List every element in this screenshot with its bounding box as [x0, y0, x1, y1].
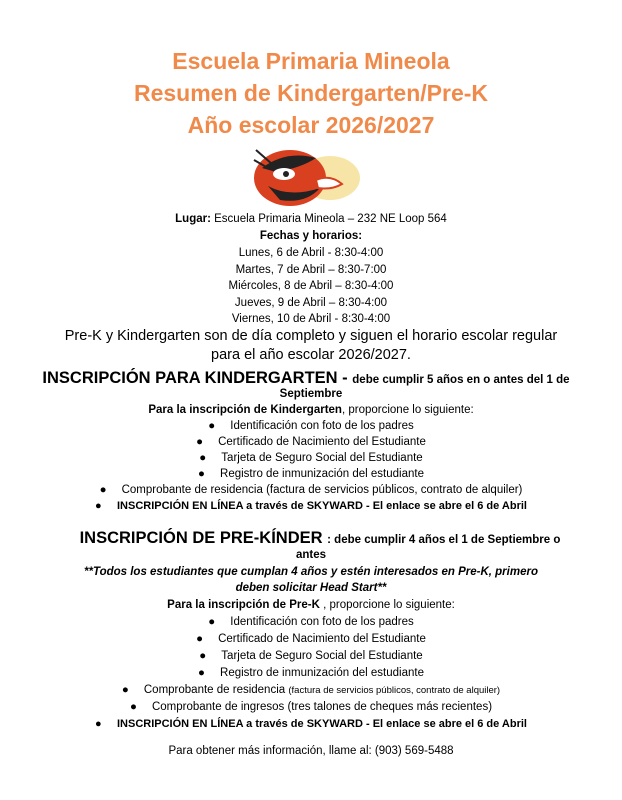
kinder-requirement-cont: Septiembre: [279, 388, 343, 400]
school-year: Año escolar 2026/2027: [187, 112, 435, 138]
prek-provide: Para la inscripción de Pre-K , proporcione lo siguiente:: [167, 599, 455, 611]
prek-residence: ● Comprobante de residencia (factura de servicios públicos, contrato de alquiler): [121, 684, 501, 696]
prek-item: ● Identificación con foto de los padres: [208, 616, 414, 628]
prek-item: ● Registro de inmunización del estudiante: [198, 667, 424, 679]
kinder-item: ● Identificación con foto de los padres: [208, 420, 414, 432]
schedule-day: Lunes, 6 de Abril - 8:30-4:00: [238, 247, 384, 259]
prek-income: ● Comprobante de ingresos (tres talones de cheques más recientes): [129, 701, 493, 713]
schedule-day: Jueves, 9 de Abril – 8:30-4:00: [234, 297, 388, 309]
kinder-heading: INSCRIPCIÓN PARA KINDERGARTEN - debe cumplir 5 años en o antes del 1 de: [42, 369, 570, 387]
schedule-day: Martes, 7 de Abril – 8:30-7:00: [235, 264, 387, 276]
schedule-day: Viernes, 10 de Abril - 8:30-4:00: [231, 313, 391, 325]
intro-line-2: para el año escolar 2026/2027.: [211, 347, 411, 363]
prek-requirement-cont: antes: [295, 549, 327, 561]
schedule-heading: Fechas y horarios:: [259, 230, 363, 242]
hornet-mascot-logo: [246, 138, 368, 216]
kinder-residence: ● Comprobante de residencia (factura de servicios públicos, contrato de alquiler): [99, 484, 523, 496]
prek-heading: INSCRIPCIÓN DE PRE-KÍNDER : debe cumplir 4 años el 1 de Septiembre o: [79, 529, 561, 547]
footer-contact: Para obtener más información, llame al: (903) 569-5488: [168, 745, 454, 757]
schedule-day: Miércoles, 8 de Abril – 8:30-4:00: [228, 280, 394, 292]
kinder-item: ● Tarjeta de Seguro Social del Estudiante: [199, 452, 423, 464]
kinder-online: ● INSCRIPCIÓN EN LÍNEA a través de SKYWARD - El enlace se abre el 6 de Abril: [95, 500, 527, 512]
location-line: Lugar: Escuela Primaria Mineola – 232 NE Loop 564: [175, 213, 447, 225]
prek-item: ● Tarjeta de Seguro Social del Estudiante: [199, 650, 423, 662]
prek-note: **Todos los estudiantes que cumplan 4 años y estén interesados en Pre-K, primero: [84, 566, 538, 578]
page-subtitle: Resumen de Kindergarten/Pre-K: [133, 80, 489, 106]
intro-line-1: Pre-K y Kindergarten son de día completo y siguen el horario escolar regular: [64, 328, 558, 344]
kinder-item: ● Certificado de Nacimiento del Estudiante: [196, 436, 426, 448]
prek-note: deben solicitar Head Start**: [235, 582, 387, 594]
school-title: Escuela Primaria Mineola: [172, 48, 450, 74]
kinder-item: ● Registro de inmunización del estudiante: [198, 468, 424, 480]
prek-item: ● Certificado de Nacimiento del Estudiante: [196, 633, 426, 645]
prek-online: ● INSCRIPCIÓN EN LÍNEA a través de SKYWARD - El enlace se abre el 6 de Abril: [95, 718, 527, 730]
kinder-provide: Para la inscripción de Kindergarten, proporcione lo siguiente:: [148, 404, 474, 416]
